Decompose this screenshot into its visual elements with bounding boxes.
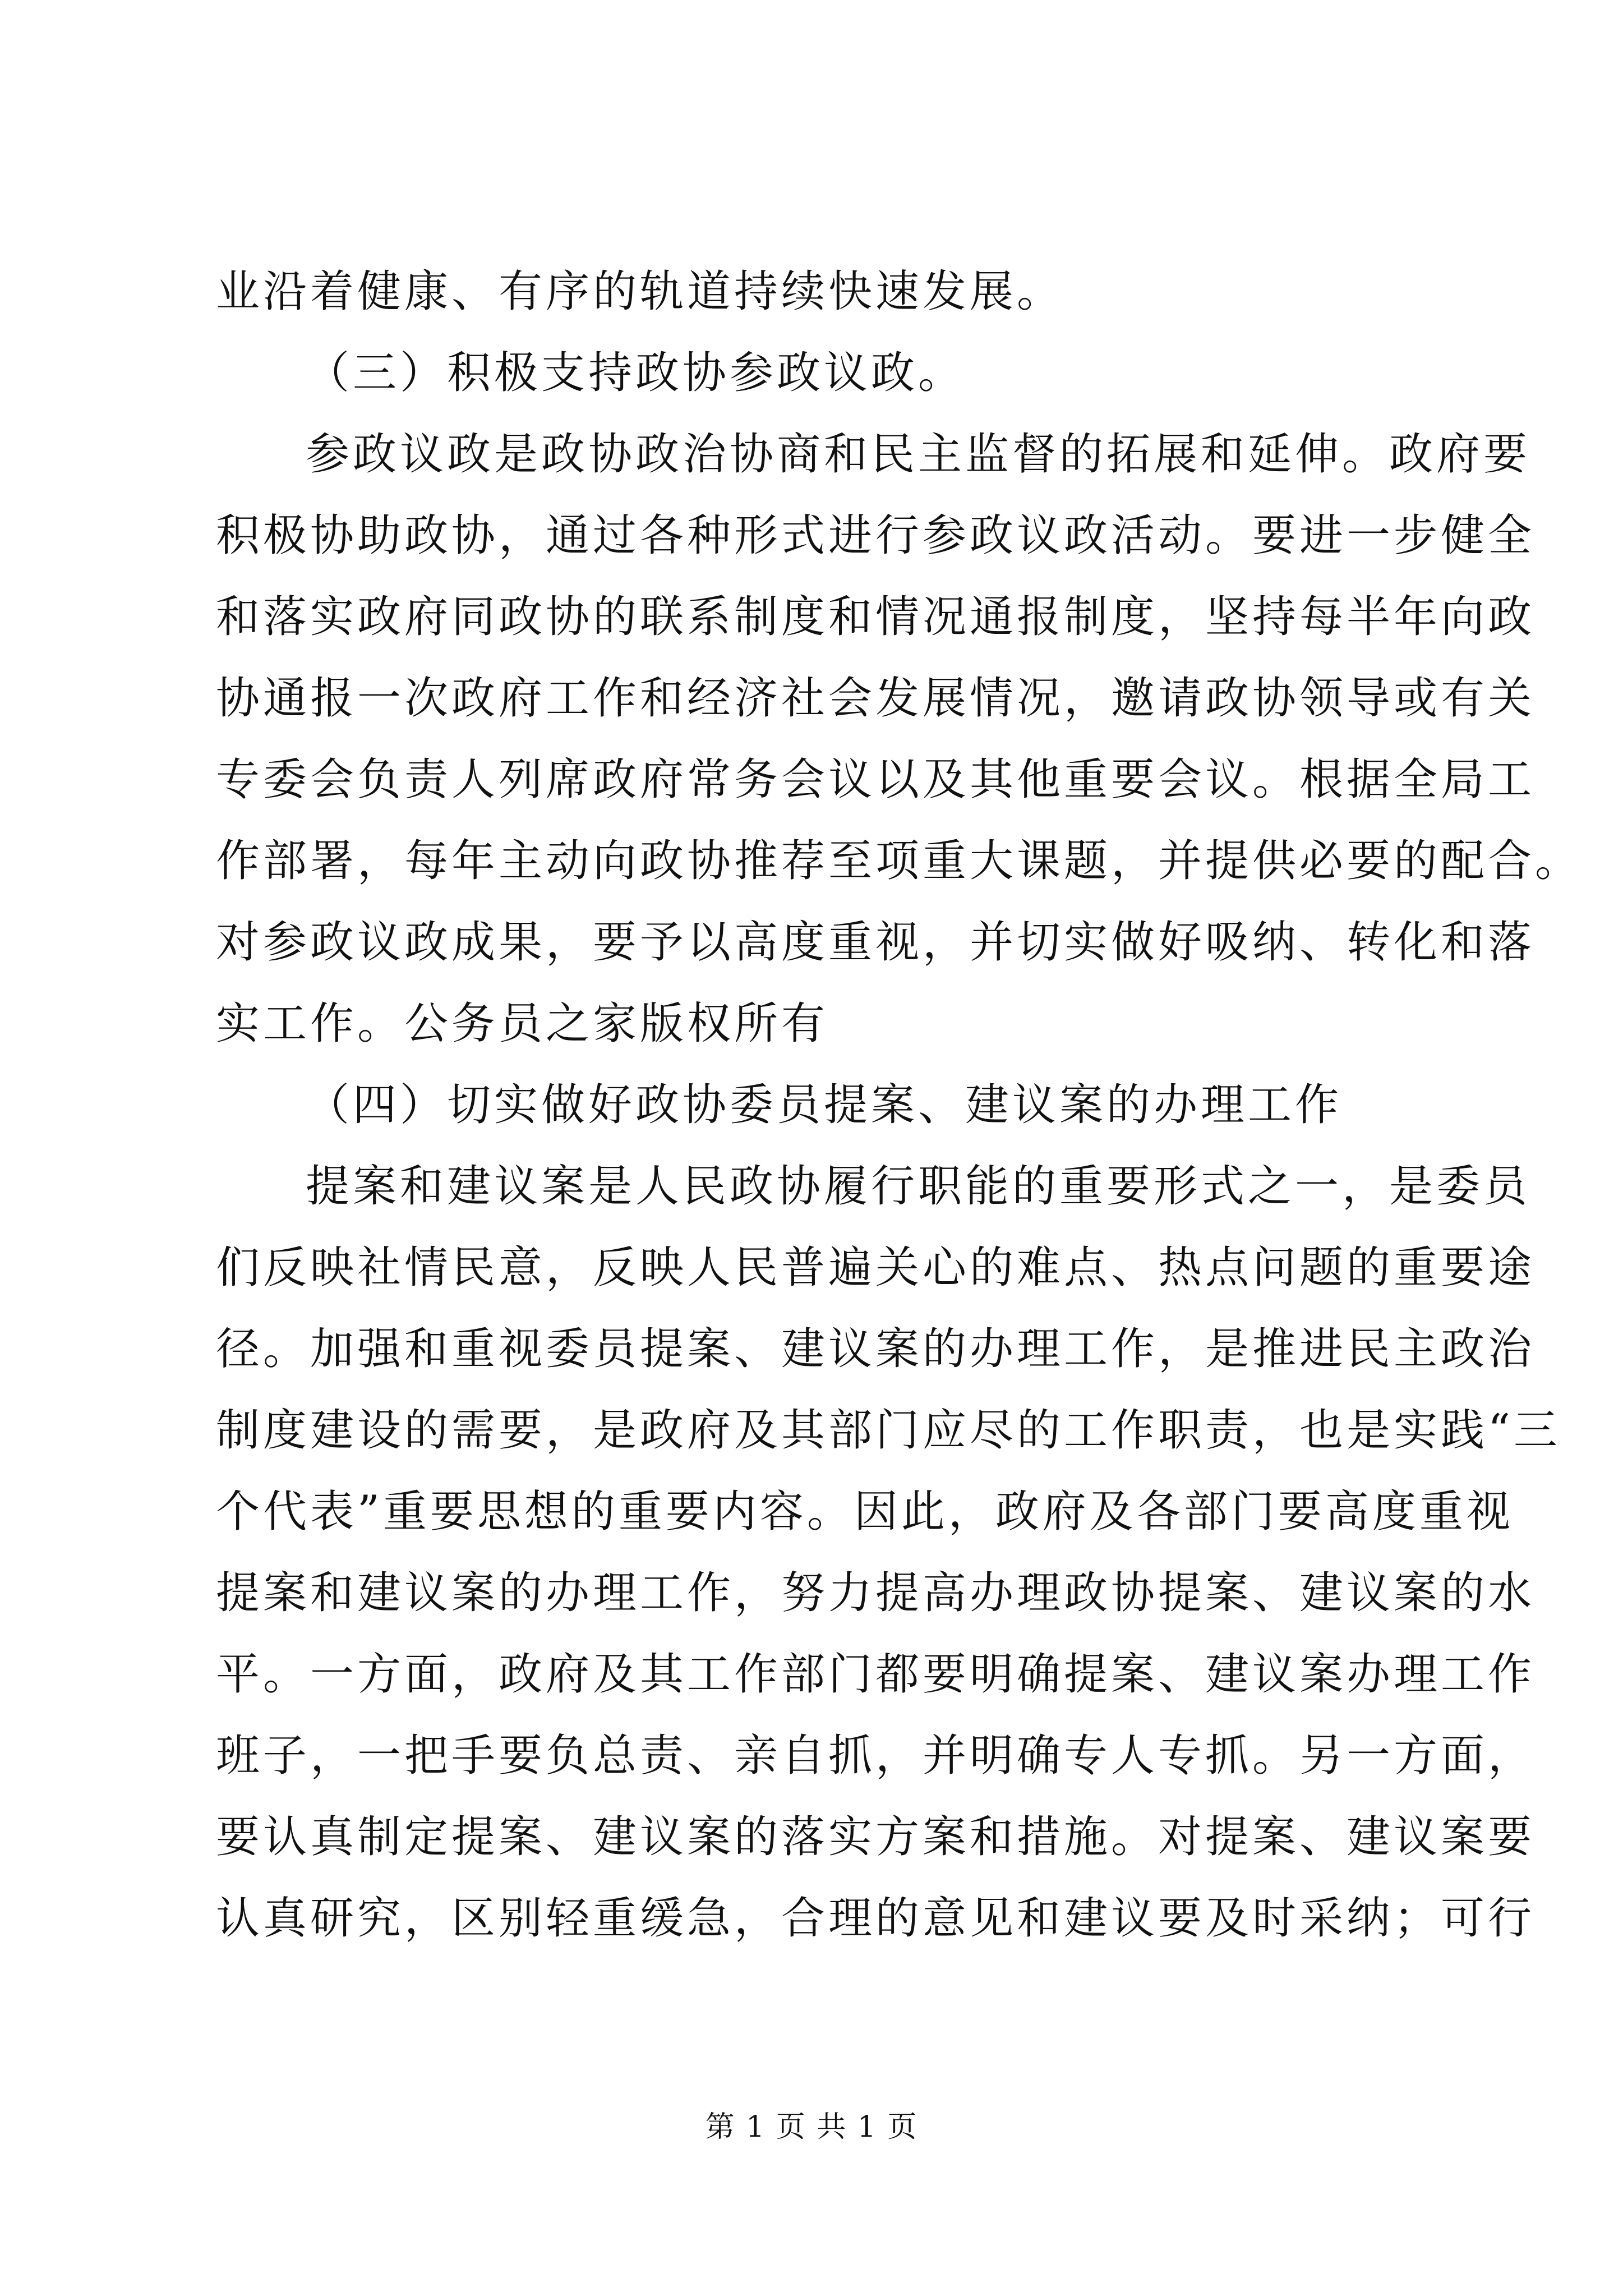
text-line: 作部署，每年主动向政协推荐至项重大课题，并提供必要的配合。 [216, 836, 1583, 886]
text-line: 业沿着健康、有序的轨道持续快速发展。 [216, 266, 1064, 317]
text-line: 平。一方面，政府及其工作部门都要明确提案、建议案办理工作 [216, 1649, 1536, 1700]
text-line: 班子，一把手要负总责、亲自抓，并明确专人专抓。另一方面， [216, 1731, 1536, 1781]
text-line: 实工作。公务员之家版权所有 [216, 999, 829, 1049]
text-line: 对参政议政成果，要予以高度重视，并切实做好吸纳、转化和落 [216, 917, 1536, 968]
text-line: 制度建设的需要，是政府及其部门应尽的工作职责，也是实践“三 [216, 1405, 1561, 1456]
text-line: 认真研究，区别轻重缓急，合理的意见和建议要及时采纳；可行 [216, 1893, 1536, 1944]
text-line: 们反映社情民意，反映人民普遍关心的难点、热点问题的重要途 [216, 1243, 1536, 1293]
text-line: 提案和建议案是人民政协履行职能的重要形式之一，是委员 [306, 1161, 1531, 1212]
text-line: 协通报一次政府工作和经济社会发展情况，邀请政协领导或有关 [216, 673, 1536, 724]
text-line: 个代表”重要思想的重要内容。因此，政府及各部门要高度重视 [216, 1487, 1514, 1537]
section-heading-3: （三）积极支持政协参政议政。 [306, 348, 966, 398]
section-heading-4: （四）切实做好政协委员提案、建议案的办理工作 [306, 1080, 1343, 1130]
text-line: 专委会负责人列席政府常务会议以及其他重要会议。根据全局工 [216, 754, 1536, 805]
text-line: 参政议政是政协政治协商和民主监督的拓展和延伸。政府要 [306, 429, 1531, 480]
text-line: 提案和建议案的办理工作，努力提高办理政协提案、建议案的水 [216, 1568, 1536, 1618]
text-line: 要认真制定提案、建议案的落实方案和措施。对提案、建议案要 [216, 1812, 1536, 1862]
text-line: 径。加强和重视委员提案、建议案的办理工作，是推进民主政治 [216, 1324, 1536, 1374]
page-footer: 第 1 页 共 1 页 [705, 2110, 918, 2144]
text-line: 和落实政府同政协的联系制度和情况通报制度，坚持每半年向政 [216, 592, 1536, 642]
text-line: 积极协助政协，通过各种形式进行参政议政活动。要进一步健全 [216, 510, 1536, 561]
